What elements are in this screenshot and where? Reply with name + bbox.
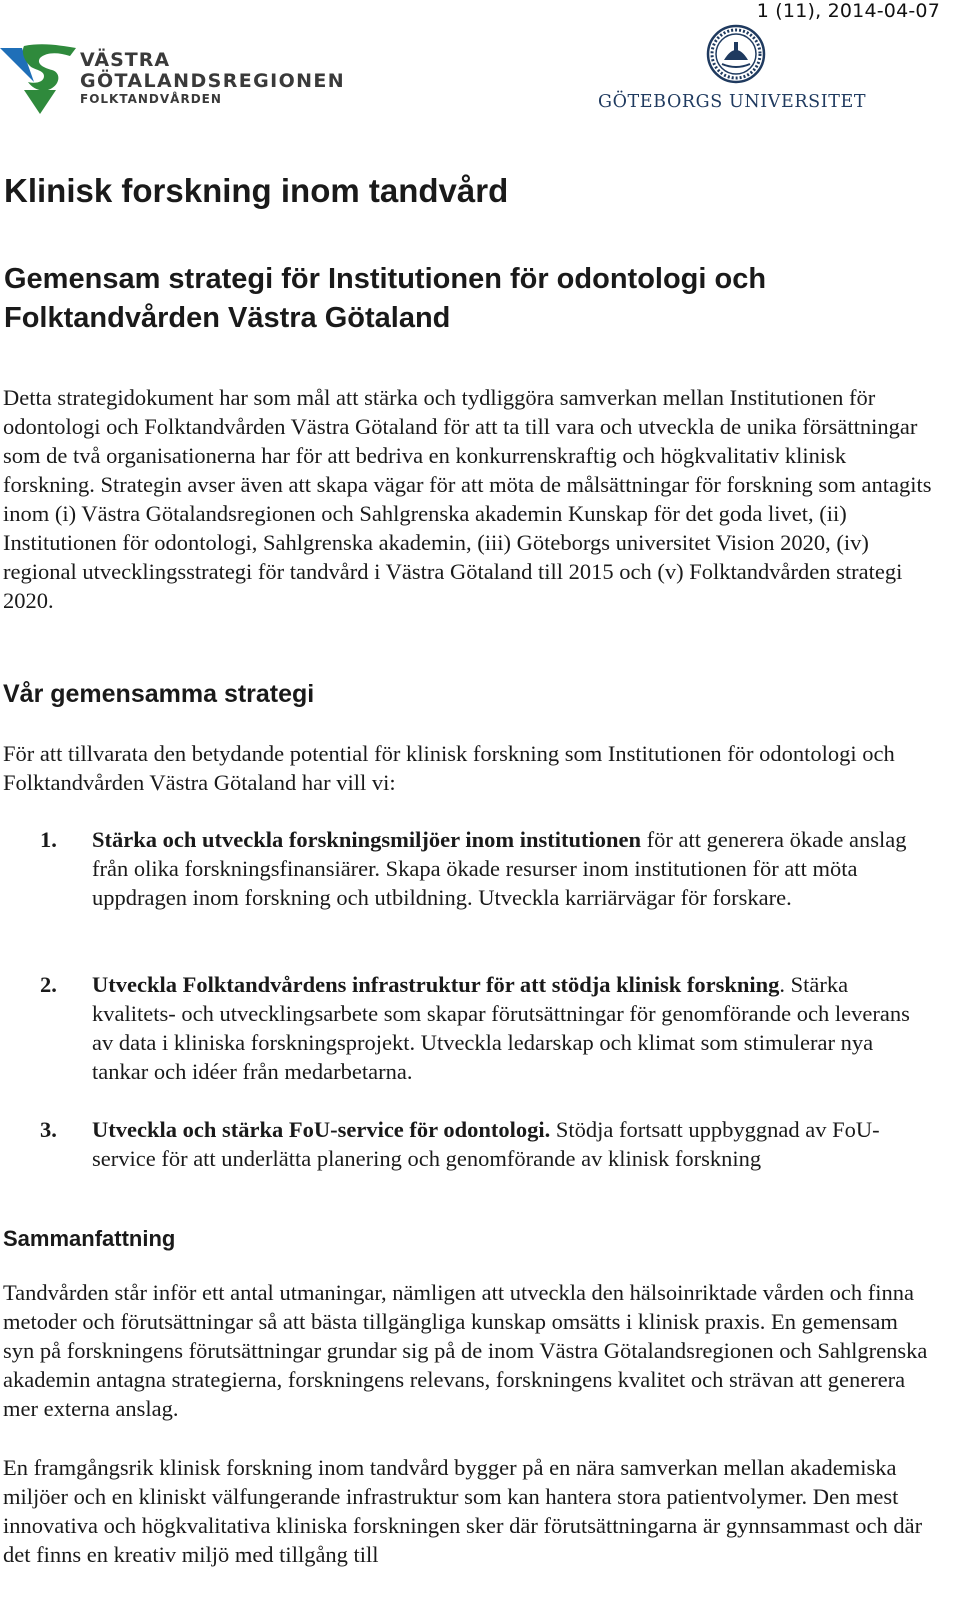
list-item-text: [92, 1115, 922, 1173]
intro-paragraph: Detta strategidokument har som mål att stärka och tydliggöra samverkan mellan Institutionen för odontologi och Folktandvården Västra Götaland för att ta till vara och utveckla de unika försättningar som de två organisationerna har för att bedriva en konkurrenskraftig och högkvalitativ klinisk forskning. Strategin avser även att skapa vägar för att möta de målsättningar för forskning som antagits inom (i) Västra Götalandsregionen och Sahlgrenska akademin Kunskap för det goda livet, (ii) Institutionen för odontologi, Sahlgrenska akademin, (iii) Göteborgs universitet Vision 2020, (iv) regional utvecklingsstrategi för tandvård i Västra Götaland till 2015 och (v) Folktandvården strategi 2020.: [3, 385, 932, 613]
list-item-text: [92, 825, 922, 912]
list-item-bold: Utveckla Folktandvårdens infrastruktur för att stödja klinisk forskning: [92, 972, 780, 997]
page-title: Klinisk forskning inom tandvård: [4, 172, 509, 209]
page-info: 1 (11), 2014-04-07: [756, 0, 940, 22]
vgr-line3: FOLKTANDVÅRDEN: [80, 92, 222, 106]
list-item-number: 1.: [40, 827, 57, 852]
list-item-rest: Stödja fortsatt uppbyggnad av FoU-service för att underlätta planering och genomförande av klinisk forskning: [92, 1117, 880, 1171]
vgr-wordmark: [80, 50, 345, 106]
gu-logo: [598, 22, 868, 118]
list-item-number: 2.: [40, 972, 57, 997]
list-item-text: [92, 970, 922, 1086]
vgr-emblem-icon: [0, 42, 80, 114]
page-subtitle: Gemensam strategi för Institutionen för odontologi och Folktandvården Västra Götaland: [4, 263, 767, 334]
summary-paragraph-1: Tandvården står inför ett antal utmaningar, nämligen att utveckla den hälsoinriktade vården och finna metoder och förutsättningar så att bästa tillgängliga kunskap omsätts i klinisk praxis. En gemensam syn på forskningens förutsättningar grundar sig på de inom Västra Götalandsregionen och Sahlgrenska akademin antagna strategierna, forskningens relevans, forskningens kvalitet och strävan att generera mer externa anslag.: [3, 1280, 928, 1421]
list-item-bold: Stärka och utveckla forskningsmiljöer inom institutionen: [92, 827, 641, 852]
vgr-line2: GÖTALANDSREGIONEN: [80, 70, 346, 92]
list-item-bold: Utveckla och stärka FoU-service för odontologi.: [92, 1117, 551, 1142]
summary-heading: Sammanfattning: [3, 1226, 176, 1251]
list-item-number: 3.: [40, 1117, 57, 1142]
strategy-heading: Vår gemensamma strategi: [3, 680, 315, 708]
gu-seal-icon: [706, 22, 766, 86]
strategy-intro: För att tillvarata den betydande potential för klinisk forskning som Institutionen för odontologi och Folktandvården Västra Götaland har vill vi:: [3, 741, 895, 795]
gu-wordmark: GÖTEBORGS UNIVERSITET: [598, 92, 867, 112]
list-item-rest: för att generera ökade anslag från olika forskningsfinansiärer. Skapa ökade resurser inom institutionen för att möta uppdragen inom forskning och utbildning. Utveckla karriärvägar för forskare.: [92, 827, 907, 910]
vgr-logo: [0, 38, 346, 116]
summary-paragraph-2: En framgångsrik klinisk forskning inom tandvård bygger på en nära samverkan mellan akademiska miljöer och en kliniskt välfungerande infrastruktur som kan hantera stora patientvolymer. Den mest innovativa och högkvalitativa kliniska forskningen sker där förutsättningarna är gynnsammast och där det finns en kreativ miljö med tillgång till: [3, 1455, 923, 1567]
vgr-line1: VÄSTRA: [80, 49, 171, 71]
list-item-rest: . Stärka kvalitets- och utvecklingsarbete som skapar förutsättningar för genomförande och leverans av data i kliniska forskningsprojekt. Utveckla ledarskap och klimat som stimulerar nya tankar och idéer från medarbetarna.: [92, 972, 910, 1084]
